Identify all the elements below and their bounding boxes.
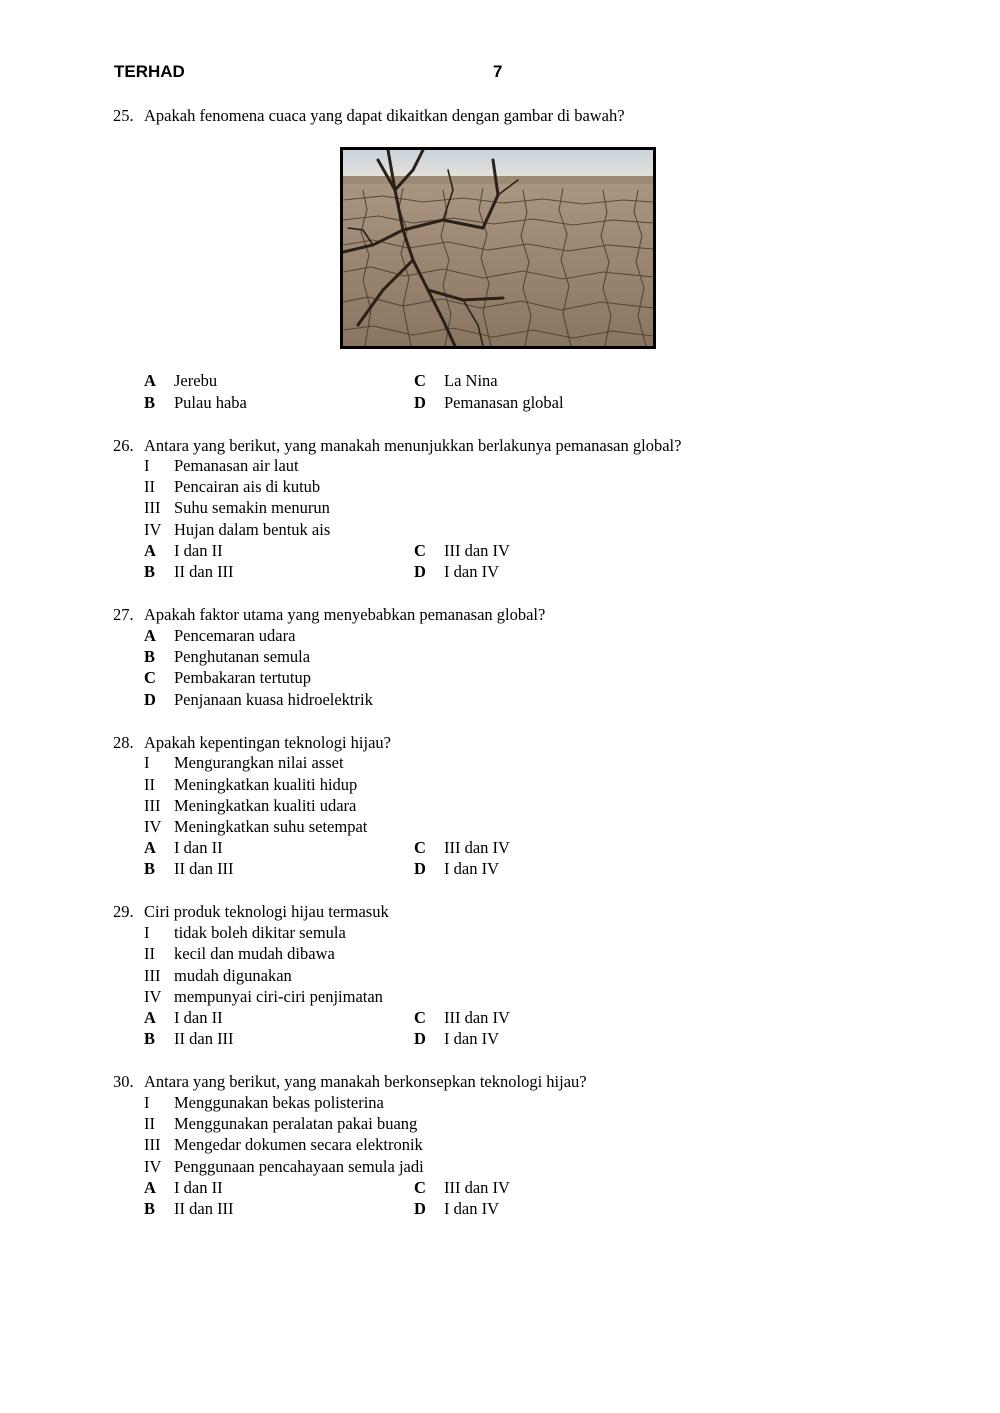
option-letter: D [414, 1029, 426, 1048]
roman-numeral: III [144, 966, 161, 985]
drought-cracked-earth-image [340, 147, 656, 349]
statement-text: Meningkatkan kualiti hidup [174, 775, 358, 794]
option-c[interactable] [414, 838, 510, 858]
roman-numeral: I [144, 456, 150, 475]
option-letter: B [144, 859, 156, 878]
statement-text: Penggunaan pencahayaan semula jadi [174, 1157, 424, 1176]
option-letter: D [414, 1199, 426, 1218]
question-27 [113, 605, 545, 625]
option-b[interactable] [144, 1199, 234, 1219]
roman-numeral: III [144, 498, 161, 517]
statement-text: Menggunakan bekas polisterina [174, 1093, 384, 1112]
statement-item [144, 1135, 423, 1155]
option-text: I dan II [174, 1178, 223, 1197]
option-letter: C [414, 838, 426, 857]
option-c[interactable] [144, 668, 311, 688]
statement-text: Menggunakan peralatan pakai buang [174, 1114, 418, 1133]
roman-numeral: IV [144, 987, 162, 1006]
option-text: I dan IV [444, 1029, 499, 1048]
statement-item [144, 796, 356, 816]
option-c[interactable] [414, 1178, 510, 1198]
option-text: Jerebu [174, 371, 218, 390]
option-c[interactable] [414, 1008, 510, 1028]
option-text: I dan II [174, 1008, 223, 1027]
option-letter: B [144, 647, 156, 666]
question-text: Ciri produk teknologi hijau termasuk [144, 902, 389, 921]
option-b[interactable] [144, 859, 234, 879]
option-text: I dan IV [444, 1199, 499, 1218]
roman-numeral: II [144, 944, 155, 963]
roman-numeral: III [144, 796, 161, 815]
option-text: II dan III [174, 562, 234, 581]
statement-text: Pemanasan air laut [174, 456, 299, 475]
statement-text: Meningkatkan kualiti udara [174, 796, 357, 815]
option-letter: A [144, 1008, 156, 1027]
header-label: TERHAD [114, 62, 185, 81]
statement-text: Pencairan ais di kutub [174, 477, 321, 496]
roman-numeral: I [144, 753, 150, 772]
option-b[interactable] [144, 562, 234, 582]
question-29 [113, 902, 389, 922]
option-a[interactable] [144, 371, 217, 391]
roman-numeral: II [144, 1114, 155, 1133]
option-letter: C [414, 1008, 426, 1027]
option-letter: D [414, 859, 426, 878]
option-text: La Nina [444, 371, 498, 390]
question-25 [113, 106, 625, 126]
statement-item [144, 520, 330, 540]
statement-item [144, 987, 383, 1007]
option-text: III dan IV [444, 541, 510, 560]
question-text: Apakah faktor utama yang menyebabkan pemanasan global? [144, 605, 546, 624]
roman-numeral: II [144, 477, 155, 496]
statement-text: Meningkatkan suhu setempat [174, 817, 368, 836]
statement-item [144, 477, 320, 497]
statement-item [144, 1157, 424, 1177]
option-letter: D [414, 562, 426, 581]
statement-item [144, 817, 367, 837]
option-c[interactable] [414, 541, 510, 561]
option-d[interactable] [144, 690, 373, 710]
option-text: III dan IV [444, 1008, 510, 1027]
option-text: Pulau haba [174, 393, 247, 412]
roman-numeral: IV [144, 1157, 162, 1176]
statement-item [144, 923, 346, 943]
option-d[interactable] [414, 859, 499, 879]
option-d[interactable] [414, 1199, 499, 1219]
option-text: Pencemaran udara [174, 626, 296, 645]
roman-numeral: I [144, 1093, 150, 1112]
option-letter: B [144, 1029, 156, 1048]
statement-item [144, 456, 299, 476]
option-text: II dan III [174, 1029, 234, 1048]
statement-item [144, 1093, 384, 1113]
statement-item [144, 1114, 417, 1134]
statement-text: mempunyai ciri-ciri penjimatan [174, 987, 383, 1006]
option-letter: B [144, 562, 156, 581]
statement-text: kecil dan mudah dibawa [174, 944, 335, 963]
option-letter: A [144, 626, 156, 645]
question-number: 26. [113, 436, 134, 455]
option-a[interactable] [144, 838, 223, 858]
option-text: I dan II [174, 838, 223, 857]
question-number: 29. [113, 902, 134, 921]
option-letter: B [144, 393, 156, 412]
roman-numeral: III [144, 1135, 161, 1154]
option-a[interactable] [144, 1178, 223, 1198]
option-text: I dan IV [444, 859, 499, 878]
option-c[interactable] [414, 371, 498, 391]
question-number: 28. [113, 733, 134, 752]
option-text: Pembakaran tertutup [174, 668, 311, 687]
roman-numeral: I [144, 923, 150, 942]
question-text: Antara yang berikut, yang manakah menunjukkan berlakunya pemanasan global? [144, 436, 682, 455]
option-a[interactable] [144, 1008, 223, 1028]
option-b[interactable] [144, 647, 310, 667]
option-text: Pemanasan global [444, 393, 564, 412]
option-letter: D [414, 393, 426, 412]
statement-text: mudah digunakan [174, 966, 292, 985]
option-text: II dan III [174, 1199, 234, 1218]
option-letter: A [144, 838, 156, 857]
cracked-earth-illustration [343, 150, 653, 346]
statement-text: Mengurangkan nilai asset [174, 753, 344, 772]
page-number: 7 [493, 62, 503, 81]
question-text: Apakah kepentingan teknologi hijau? [144, 733, 391, 752]
question-30 [113, 1072, 587, 1092]
statement-text: tidak boleh dikitar semula [174, 923, 346, 942]
statement-text: Suhu semakin menurun [174, 498, 330, 517]
question-number: 25. [113, 106, 134, 125]
option-text: Penghutanan semula [174, 647, 311, 666]
question-number: 27. [113, 605, 134, 624]
option-b[interactable] [144, 393, 247, 413]
question-text: Antara yang berikut, yang manakah berkonsepkan teknologi hijau? [144, 1072, 587, 1091]
question-26 [113, 436, 681, 456]
option-text: III dan IV [444, 1178, 510, 1197]
option-d[interactable] [414, 393, 564, 413]
statement-item [144, 498, 330, 518]
option-letter: C [414, 371, 426, 390]
statement-text: Hujan dalam bentuk ais [174, 520, 331, 539]
statement-item [144, 966, 292, 986]
question-28 [113, 733, 391, 753]
option-text: II dan III [174, 859, 234, 878]
option-text: III dan IV [444, 838, 510, 857]
roman-numeral: II [144, 775, 155, 794]
statement-item [144, 944, 335, 964]
option-text: Penjanaan kuasa hidroelektrik [174, 690, 373, 709]
option-letter: A [144, 541, 156, 560]
option-letter: C [144, 668, 156, 687]
statement-text: Mengedar dokumen secara elektronik [174, 1135, 423, 1154]
option-b[interactable] [144, 1029, 234, 1049]
statement-item [144, 775, 357, 795]
option-text: I dan IV [444, 562, 499, 581]
statement-item [144, 753, 344, 773]
option-d[interactable] [414, 562, 499, 582]
option-text: I dan II [174, 541, 223, 560]
option-d[interactable] [414, 1029, 499, 1049]
roman-numeral: IV [144, 520, 162, 539]
option-letter: C [414, 1178, 426, 1197]
roman-numeral: IV [144, 817, 162, 836]
option-letter: A [144, 371, 156, 390]
option-letter: B [144, 1199, 156, 1218]
option-letter: A [144, 1178, 156, 1197]
question-text: Apakah fenomena cuaca yang dapat dikaitkan dengan gambar di bawah? [144, 106, 625, 125]
question-number: 30. [113, 1072, 134, 1091]
option-a[interactable] [144, 626, 295, 646]
option-letter: D [144, 690, 156, 709]
option-letter: C [414, 541, 426, 560]
option-a[interactable] [144, 541, 223, 561]
